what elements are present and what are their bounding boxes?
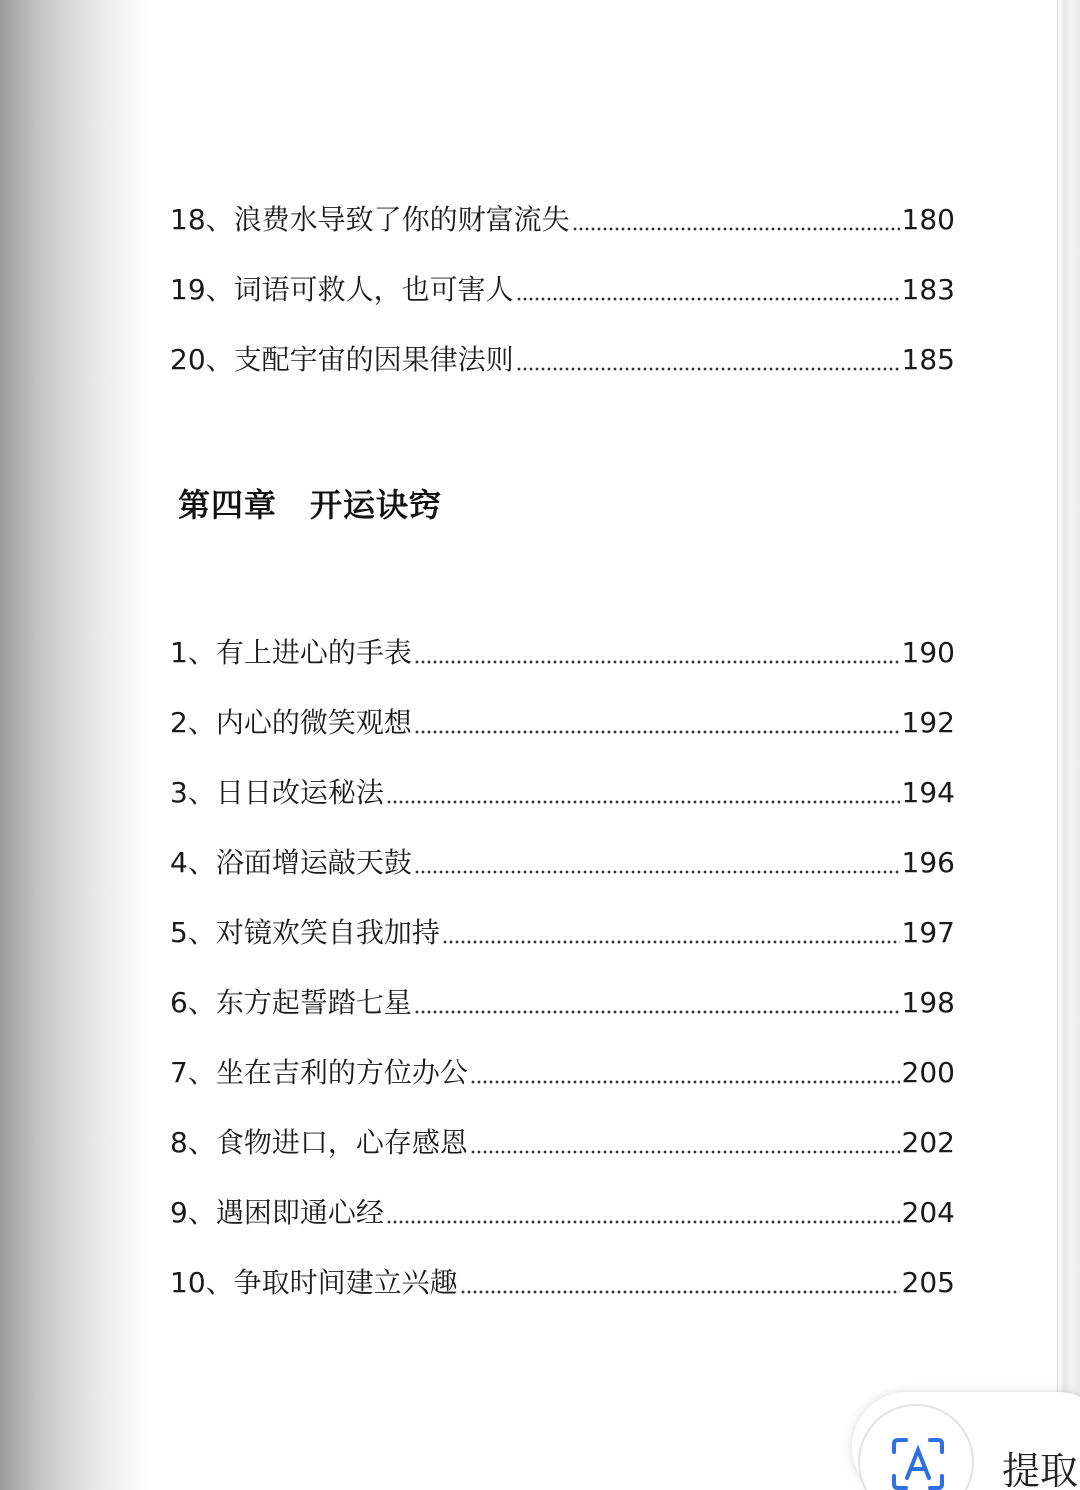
toc-leader-dots: [460, 1290, 900, 1294]
toc-entry[interactable]: [170, 773, 955, 813]
toc-entry-title: 18、浪费水导致了你的财富流失: [170, 203, 570, 236]
toc-entry-page: 185: [901, 343, 955, 376]
toc-leader-dots: [414, 660, 900, 664]
toc-leader-dots: [414, 1010, 900, 1014]
toc-leader-dots: [414, 730, 900, 734]
text-scan-icon: [890, 1436, 946, 1490]
toc-leader-dots: [572, 227, 900, 231]
page-edge: [1057, 0, 1080, 1490]
toc-entry-title: 1、有上进心的手表: [170, 636, 412, 669]
toc-entry-page: 204: [901, 1196, 955, 1229]
extract-label: 提取: [1002, 1449, 1079, 1490]
toc-leader-dots: [442, 940, 900, 944]
toc-entry[interactable]: [170, 703, 955, 743]
toc-entry-title: 19、词语可救人，也可害人: [170, 273, 514, 306]
extract-text-button[interactable]: [852, 1392, 1080, 1490]
toc-entry-page: 192: [901, 706, 955, 739]
toc-entry-page: 196: [901, 846, 955, 879]
toc-entry[interactable]: [170, 270, 955, 310]
toc-leader-dots: [470, 1080, 900, 1084]
toc-entry-title: 20、支配宇宙的因果律法则: [170, 343, 514, 376]
toc-entry-title: 6、东方起誓踏七星: [170, 986, 412, 1019]
toc-leader-dots: [414, 870, 900, 874]
toc-entry[interactable]: [170, 633, 955, 673]
chapter-heading: 第四章 开运诀窍: [178, 486, 443, 524]
toc-entry[interactable]: [170, 1123, 955, 1163]
toc-leader-dots: [470, 1150, 900, 1154]
toc-entry-title: 5、对镜欢笑自我加持: [170, 916, 440, 949]
toc-entry[interactable]: [170, 1193, 955, 1233]
toc-entry[interactable]: [170, 1263, 955, 1303]
toc-entry-title: 9、遇困即通心经: [170, 1196, 384, 1229]
toc-entry-page: 200: [901, 1056, 955, 1089]
toc-entry[interactable]: [170, 913, 955, 953]
toc-leader-dots: [386, 800, 900, 804]
toc-entry[interactable]: [170, 200, 955, 240]
toc-entry-page: 198: [901, 986, 955, 1019]
toc-entry-title: 2、内心的微笑观想: [170, 706, 412, 739]
extract-icon-circle[interactable]: [858, 1404, 974, 1490]
toc-entry-page: 180: [901, 203, 955, 236]
toc-entry-page: 197: [901, 916, 955, 949]
toc-entry[interactable]: [170, 843, 955, 883]
toc-entry-page: 202: [901, 1126, 955, 1159]
toc-entry[interactable]: [170, 983, 955, 1023]
toc-leader-dots: [386, 1220, 900, 1224]
toc-entry[interactable]: [170, 340, 955, 380]
toc-entry[interactable]: [170, 1053, 955, 1093]
toc-entry-title: 10、争取时间建立兴趣: [170, 1266, 458, 1299]
toc-leader-dots: [516, 297, 900, 301]
toc-entry-title: 3、日日改运秘法: [170, 776, 384, 809]
toc-entry-title: 8、食物进口，心存感恩: [170, 1126, 468, 1159]
page-gutter-shadow: [0, 0, 150, 1490]
toc-entry-title: 4、浴面增运敲天鼓: [170, 846, 412, 879]
toc-entry-title: 7、坐在吉利的方位办公: [170, 1056, 468, 1089]
toc-leader-dots: [516, 367, 900, 371]
toc-entry-page: 194: [901, 776, 955, 809]
toc-entry-page: 183: [901, 273, 955, 306]
toc-entry-page: 190: [901, 636, 955, 669]
toc-entry-page: 205: [901, 1266, 955, 1299]
